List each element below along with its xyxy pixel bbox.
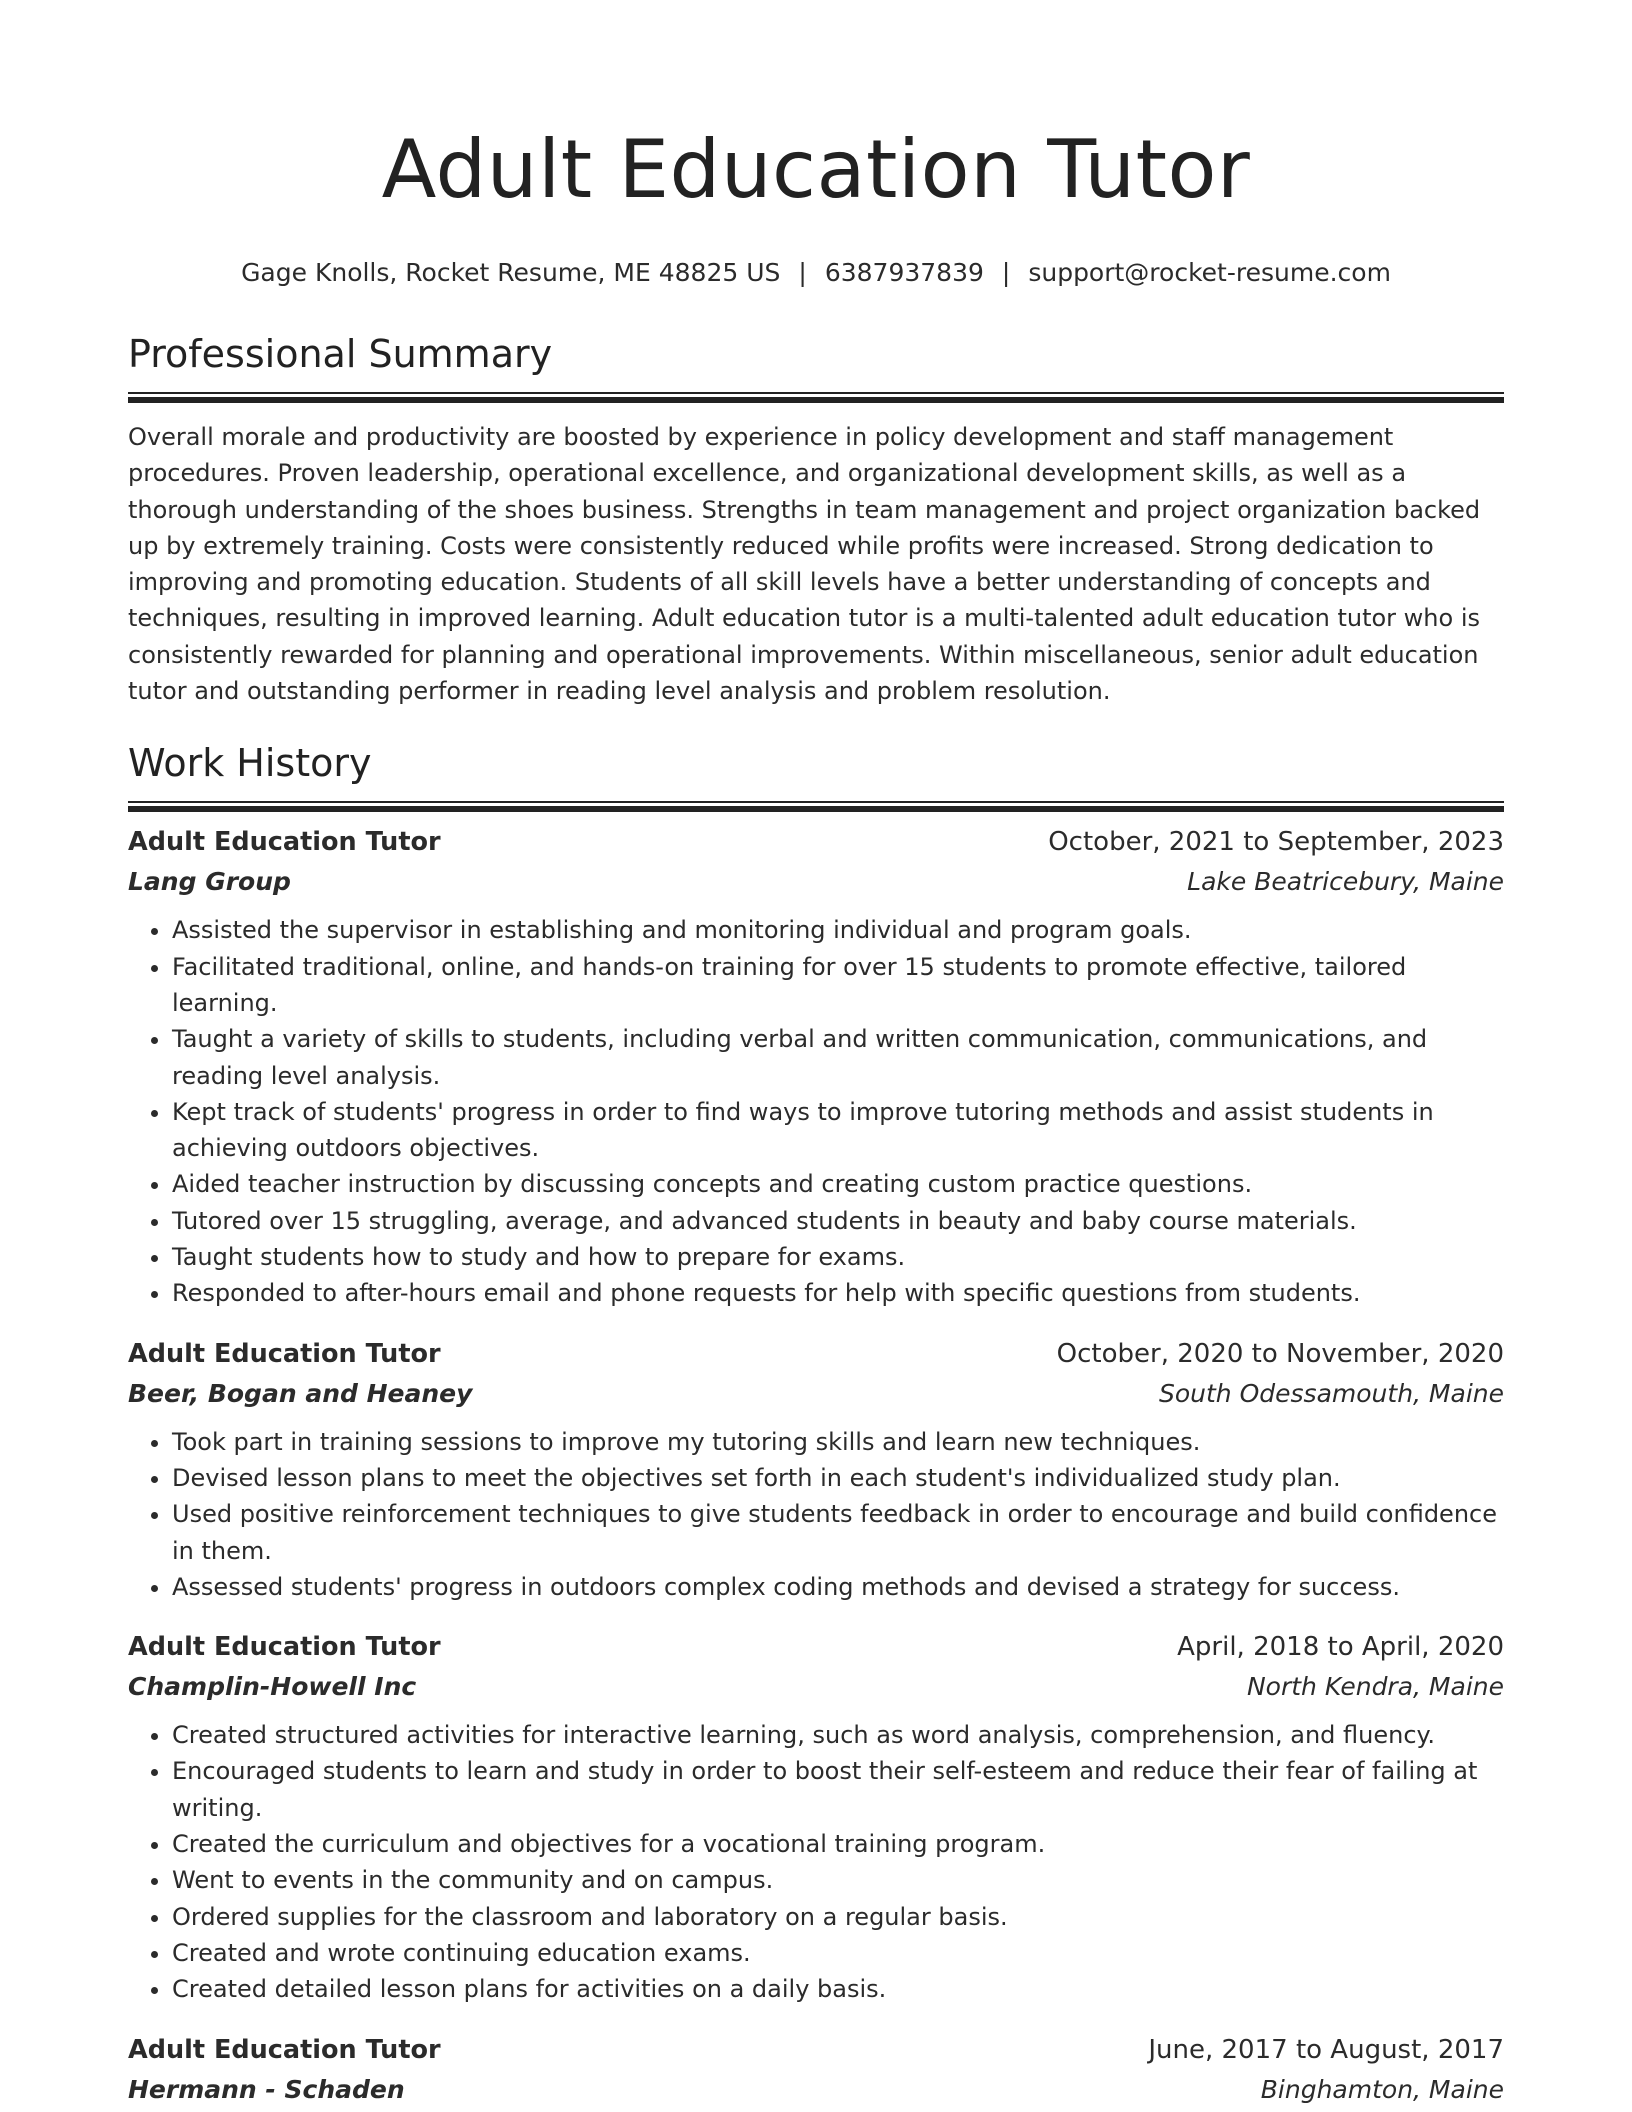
- job-dates: October, 2020 to November, 2020: [1056, 1338, 1504, 1369]
- job-bullet-list: [128, 1717, 1504, 2007]
- job-title: Adult Education Tutor: [128, 1338, 441, 1369]
- section-divider: [128, 392, 1504, 403]
- contact-email: support@rocket-resume.com: [1028, 258, 1391, 287]
- job-company-row: [128, 1374, 1504, 1414]
- job-bullet: • Ordered supplies for the classroom and laboratory on a regular basis.: [172, 1899, 1504, 1935]
- job-bullet-list: [128, 912, 1504, 1311]
- job-location: Lake Beatricebury, Maine: [1187, 867, 1504, 897]
- job-bullet: • Used positive reinforcement techniques to give students feedback in order to encourage and build confidence in them.: [172, 1496, 1504, 1569]
- job-dates: April, 2018 to April, 2020: [1177, 1632, 1504, 1663]
- resume-title: Adult Education Tutor: [381, 123, 1251, 216]
- contact-address: Gage Knolls, Rocket Resume, ME 48825 US: [241, 258, 781, 287]
- job-header-row: [128, 1627, 1504, 1667]
- job-entry: [128, 2030, 1504, 2110]
- job-bullet: • Aided teacher instruction by discussing concepts and creating custom practice questions.: [172, 1166, 1504, 1202]
- job-bullet: • Tutored over 15 struggling, average, and advanced students in beauty and baby course materials.: [172, 1203, 1504, 1239]
- summary-text: Overall morale and productivity are boosted by experience in policy development and staff management procedures. Proven leadership, operational excellence, and organizational development skills, as well as a thorough understanding of the shoes business. Strengths in team management and project organization backed up by extremely training. Costs were consistently reduced while profits were increased. Strong dedication to improving and promoting education. Students of all skill levels have a better understanding of concepts and techniques, resulting in improved learning. Adult education tutor is a multi-talented adult education tutor who is consistently rewarded for planning and operational improvements. Within miscellaneous, senior adult education tutor and outstanding performer in reading level analysis and problem resolution.: [128, 423, 1481, 706]
- contact-line: [128, 256, 1504, 290]
- job-title: Adult Education Tutor: [128, 827, 441, 858]
- job-header-row: [128, 822, 1504, 862]
- job-bullet: • Encouraged students to learn and study in order to boost their self-esteem and reduce their fear of failing at writing.: [172, 1753, 1504, 1826]
- summary-heading: Professional Summary: [128, 332, 553, 376]
- job-company-row: [128, 2070, 1504, 2110]
- contact-separator: |: [1001, 258, 1011, 287]
- job-bullet: • Kept track of students' progress in order to find ways to improve tutoring methods and assist students in achieving outdoors objectives.: [172, 1094, 1504, 1167]
- contact-separator: |: [798, 258, 807, 287]
- job-dates: October, 2021 to September, 2023: [1048, 827, 1504, 858]
- job-bullet: • Created detailed lesson plans for activities on a daily basis.: [172, 1971, 1504, 2007]
- job-location: South Odessamouth, Maine: [1159, 1378, 1504, 1408]
- job-header-row: [128, 2030, 1504, 2070]
- job-location: North Kendra, Maine: [1246, 1672, 1504, 1702]
- job-bullet: • Created the curriculum and objectives for a vocational training program.: [172, 1826, 1504, 1862]
- job-company-row: [128, 1667, 1504, 1707]
- contact-phone: 6387937839: [824, 258, 984, 287]
- work-history-heading: Work History: [128, 741, 372, 786]
- job-entry: [128, 1334, 1504, 1605]
- job-company: Beer, Bogan and Heaney: [128, 1378, 473, 1408]
- job-bullet: • Took part in training sessions to improve my tutoring skills and learn new techniques.: [172, 1424, 1504, 1460]
- job-bullet: • Responded to after-hours email and phone requests for help with specific questions from students.: [172, 1275, 1504, 1311]
- job-bullet: • Assessed students' progress in outdoors complex coding methods and devised a strategy for success.: [172, 1569, 1504, 1605]
- job-title: Adult Education Tutor: [128, 1632, 441, 1663]
- job-entry: [128, 822, 1504, 1311]
- job-bullet: • Assisted the supervisor in establishing and monitoring individual and program goals.: [172, 912, 1504, 948]
- job-title: Adult Education Tutor: [128, 2034, 441, 2065]
- job-company-row: [128, 862, 1504, 902]
- job-company: Lang Group: [128, 867, 291, 897]
- job-bullet: • Taught a variety of skills to students, including verbal and written communication, communications, and reading level analysis.: [172, 1021, 1504, 1094]
- section-divider: [128, 801, 1504, 812]
- job-list: [128, 822, 1504, 2109]
- job-bullet-list: [128, 1424, 1504, 1605]
- job-header-row: [128, 1334, 1504, 1374]
- job-bullet: • Created structured activities for interactive learning, such as word analysis, comprehension, and fluency.: [172, 1717, 1504, 1753]
- job-bullet: • Created and wrote continuing education exams.: [172, 1935, 1504, 1971]
- job-bullet: • Devised lesson plans to meet the objectives set forth in each student's individualized study plan.: [172, 1460, 1504, 1496]
- job-entry: [128, 1627, 1504, 2007]
- job-dates: June, 2017 to August, 2017: [1148, 2034, 1504, 2065]
- job-company: Hermann - Schaden: [128, 2074, 405, 2104]
- job-bullet: • Went to events in the community and on campus.: [172, 1862, 1504, 1898]
- job-bullet: • Facilitated traditional, online, and hands-on training for over 15 students to promote effective, tailored learning.: [172, 949, 1504, 1022]
- job-bullet: • Taught students how to study and how to prepare for exams.: [172, 1239, 1504, 1275]
- job-company: Champlin-Howell Inc: [128, 1672, 417, 1702]
- job-location: Binghamton, Maine: [1260, 2074, 1504, 2104]
